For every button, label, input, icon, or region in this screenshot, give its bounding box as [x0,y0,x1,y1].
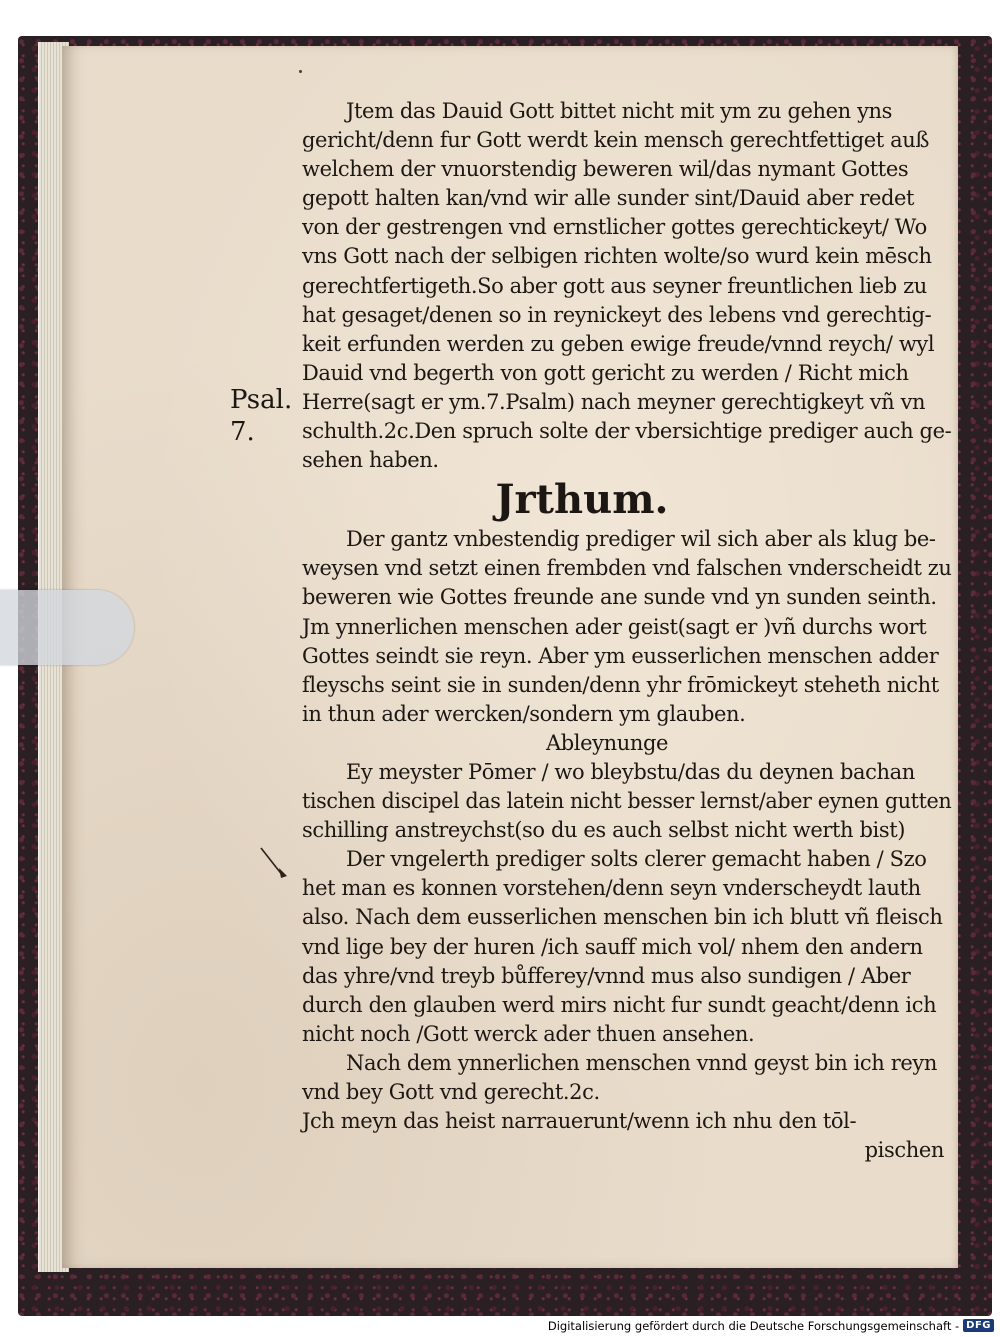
text-line: schulth.2c.Den spruch solte der vbersichtige prediger auch ge- [302,419,952,444]
text-line: gerechtfertigeth.So aber gott aus seyner freuntlichen lieb zu [302,273,927,298]
section-heading: Jrthum. [495,476,669,524]
text-line: vnd lige bey der huren /ich sauff mich vol/ nhem den andern [302,934,923,959]
text-line: nicht noch /Gott werck ader thuen ansehen. [302,1021,755,1046]
paragraph-block-1 [302,97,952,475]
text-line: das yhre/vnd treyb bůfferey/vnnd mus also sundigen / Aber [302,963,911,988]
text-line: Nach dem ynnerlichen menschen vnnd geyst bin ich reyn [346,1050,937,1075]
text-line: Der vngelerth prediger solts clerer gemacht haben / Szo [346,847,927,872]
footer-credit-text: Digitalisierung gefördert durch die Deutsche Forschungsgemeinschaft - [547,1318,960,1333]
text-line: beweren wie Gottes freunde ane sunde vnd yn sunden seinth. [302,585,937,610]
footer-credit [548,1317,994,1334]
text-line: tischen discipel das latein nicht besser lernst/aber eynen gutten [302,789,952,814]
text-line: schilling anstreychst(so du es auch selbst nicht werth bist) [302,818,906,843]
text-line: Ey meyster Pōmer / wo bleybstu/das du deynen bachan [346,759,915,784]
margin-pointer-mark [259,846,293,882]
text-line: vnd bey Gott vnd gerecht.2c. [302,1080,600,1104]
text-line: Gottes seindt sie reyn. Aber ym eusserlichen menschen adder [302,643,939,668]
text-line: keit erfunden werden zu geben ewige freude/vnnd reych/ wyl [302,331,935,356]
text-line: gepott halten kan/vnd wir alle sunder sint/Dauid aber redet [302,186,915,211]
section-subheading: Ableynunge [545,730,669,755]
text-line: sehen haben. [302,448,439,473]
paragraph-block-2 [302,525,952,729]
page-text [302,97,952,1165]
text-line: Jch meyn das heist narrauerunt/wenn ich nhu den tōl- [302,1109,857,1134]
text-line: welchem der vnuorstendig beweren wil/das nymant Gottes [302,157,909,182]
marginal-note-psalm: Psal. [230,385,293,415]
text-line: het man es konnen vorstehen/denn seyn vnderscheydt lauth [302,876,921,901]
ink-dot [299,70,302,73]
text-line: durch den glauben werd mirs nicht fur sundt geacht/denn ich [302,992,937,1017]
paragraph-block-4 [302,845,952,1049]
text-line: Jm ynnerlichen menschen ader geist(sagt er )vñ durchs wort [302,614,927,639]
text-line: hat gesaget/denen so in reynickeyt des lebens vnd gerechtig- [302,302,932,327]
text-line: vns Gott nach der selbigen richten wolte/so wurd kein mēsch [302,244,932,269]
text-line: Jtem das Dauid Gott bittet nicht mit ym zu gehen yns [346,99,893,123]
catchword: pischen [864,1138,944,1163]
text-line: Dauid vnd begerth von gott gericht zu werden / Richt mich [302,360,909,385]
dfg-logo: DFG [963,1319,994,1332]
text-line: also. Nach dem eusserlichen menschen bin ich blutt vñ fleisch [302,905,943,930]
text-line: fleyschs seint sie in sunden/denn yhr frōmickeyt steheth nicht [302,672,939,697]
marginal-note-number: 7. [230,417,255,447]
marginal-note [230,384,292,448]
text-line: Herre(sagt er ym.7.Psalm) nach meyner gerechtigkeyt vñ vn [302,389,926,414]
text-line: gericht/denn fur Gott werdt kein mensch gerechtfettiget auß [302,128,929,153]
paragraph-block-5 [302,1049,952,1107]
text-line: Der gantz vnbestendig prediger wil sich aber als klug be- [346,527,936,552]
text-line: von der gestrengen vnd ernstlicher gottes gerechtickeyt/ Wo [302,215,927,240]
text-line: weysen vnd setzt einen frembden vnd falschen vnderscheidt zu [302,556,952,581]
paragraph-block-6 [302,1107,952,1136]
paragraph-block-3 [302,758,952,845]
bookmark-strip [0,590,134,665]
text-line: in thun ader wercken/sondern ym glauben. [302,701,746,726]
